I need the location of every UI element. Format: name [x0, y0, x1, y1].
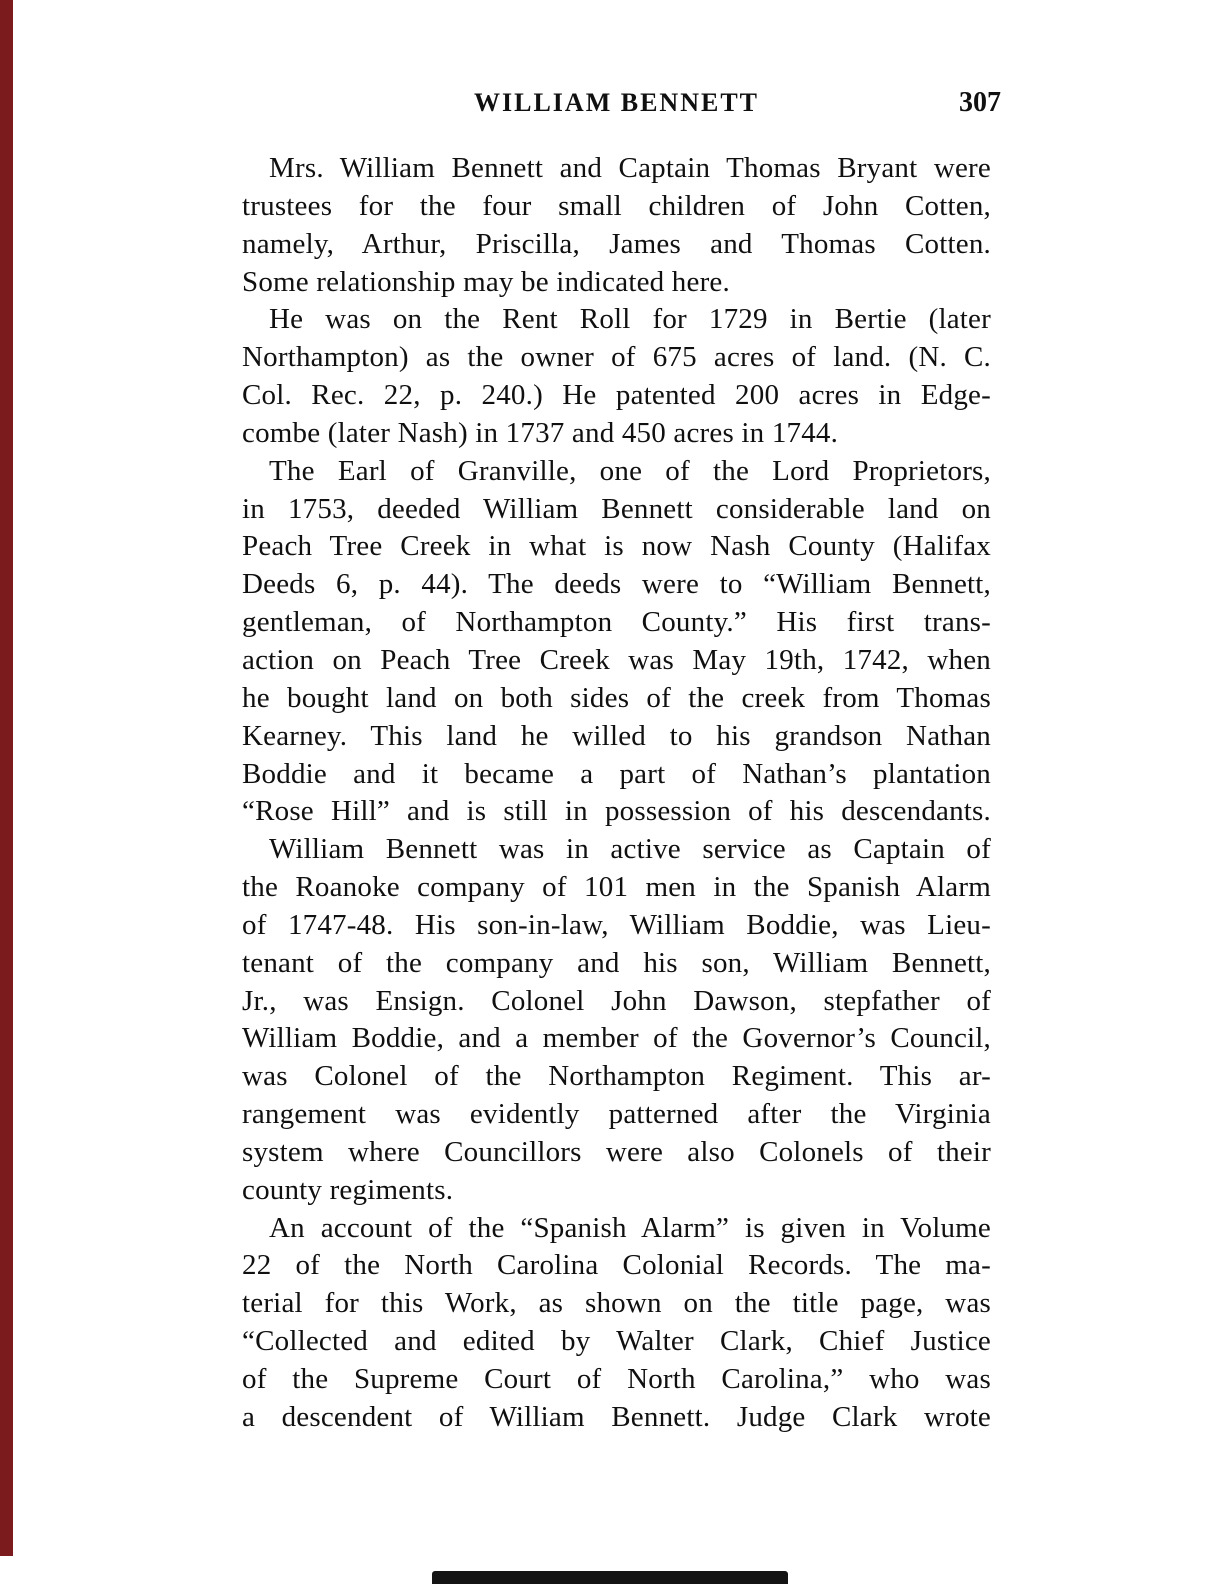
body-text	[242, 150, 991, 1437]
scan-bottom-bar	[432, 1571, 788, 1584]
text-line: “Collected and edited by Walter Clark, Chief Justice	[242, 1325, 991, 1358]
text-line: Col. Rec. 22, p. 240.) He patented 200 acres in Edge-	[242, 379, 991, 412]
text-line: Jr., was Ensign. Colonel John Dawson, stepfather of	[242, 984, 991, 1017]
text-line: Boddie and it became a part of Nathan’s plantation	[242, 757, 991, 790]
text-line: He was on the Rent Roll for 1729 in Bertie (later	[269, 303, 991, 336]
running-head	[242, 84, 1001, 122]
text-line: in 1753, deeded William Bennett considerable land on	[242, 492, 991, 525]
text-line: Northampton) as the owner of 675 acres of land. (N. C.	[242, 341, 991, 374]
text-line: a descendent of William Bennett. Judge Clark wrote	[242, 1400, 991, 1433]
text-line: Peach Tree Creek in what is now Nash County (Halifax	[242, 530, 991, 563]
text-line: system where Councillors were also Colonels of their	[242, 1135, 991, 1168]
text-line: Kearney. This land he willed to his grandson Nathan	[242, 719, 991, 752]
text-line: Some relationship may be indicated here.	[242, 265, 730, 298]
text-line: of the Supreme Court of North Carolina,” who was	[242, 1363, 991, 1395]
text-line: county regiments.	[242, 1173, 454, 1206]
text-line: Deeds 6, p. 44). The deeds were to “William Bennett,	[242, 568, 991, 601]
text-line: terial for this Work, as shown on the title page, was	[242, 1287, 991, 1320]
text-line: the Roanoke company of 101 men in the Spanish Alarm	[242, 871, 991, 904]
text-line: An account of the “Spanish Alarm” is given in Volume	[269, 1211, 991, 1244]
text-block	[242, 84, 1001, 1437]
text-line: namely, Arthur, Priscilla, James and Thomas Cotten.	[242, 227, 991, 260]
scan-binding-stripe	[0, 0, 13, 1556]
text-line: 22 of the North Carolina Colonial Records. The ma-	[242, 1249, 991, 1282]
text-line: he bought land on both sides of the creek from Thomas	[242, 681, 991, 714]
text-line: was Colonel of the Northampton Regiment. This ar-	[242, 1060, 991, 1093]
text-line: gentleman, of Northampton County.” His first trans-	[242, 606, 991, 639]
text-line: of 1747-48. His son-in-law, William Boddie, was Lieu-	[242, 908, 991, 941]
text-line: Mrs. William Bennett and Captain Thomas Bryant were	[269, 152, 991, 184]
text-line: “Rose Hill” and is still in possession of his descendants.	[242, 795, 991, 828]
text-line: William Bennett was in active service as Captain of	[269, 833, 991, 866]
page-title: WILLIAM BENNETT	[474, 88, 759, 117]
text-line: action on Peach Tree Creek was May 19th, 1742, when	[242, 643, 991, 676]
page-number: 307	[959, 87, 1001, 118]
text-line: tenant of the company and his son, William Bennett,	[242, 946, 991, 979]
text-line: William Boddie, and a member of the Governor’s Council,	[242, 1022, 991, 1055]
text-line: combe (later Nash) in 1737 and 450 acres in 1744.	[242, 416, 839, 449]
text-line: trustees for the four small children of John Cotten,	[242, 189, 991, 222]
text-line: rangement was evidently patterned after the Virginia	[242, 1098, 991, 1131]
text-line: The Earl of Granville, one of the Lord Proprietors,	[269, 454, 991, 487]
